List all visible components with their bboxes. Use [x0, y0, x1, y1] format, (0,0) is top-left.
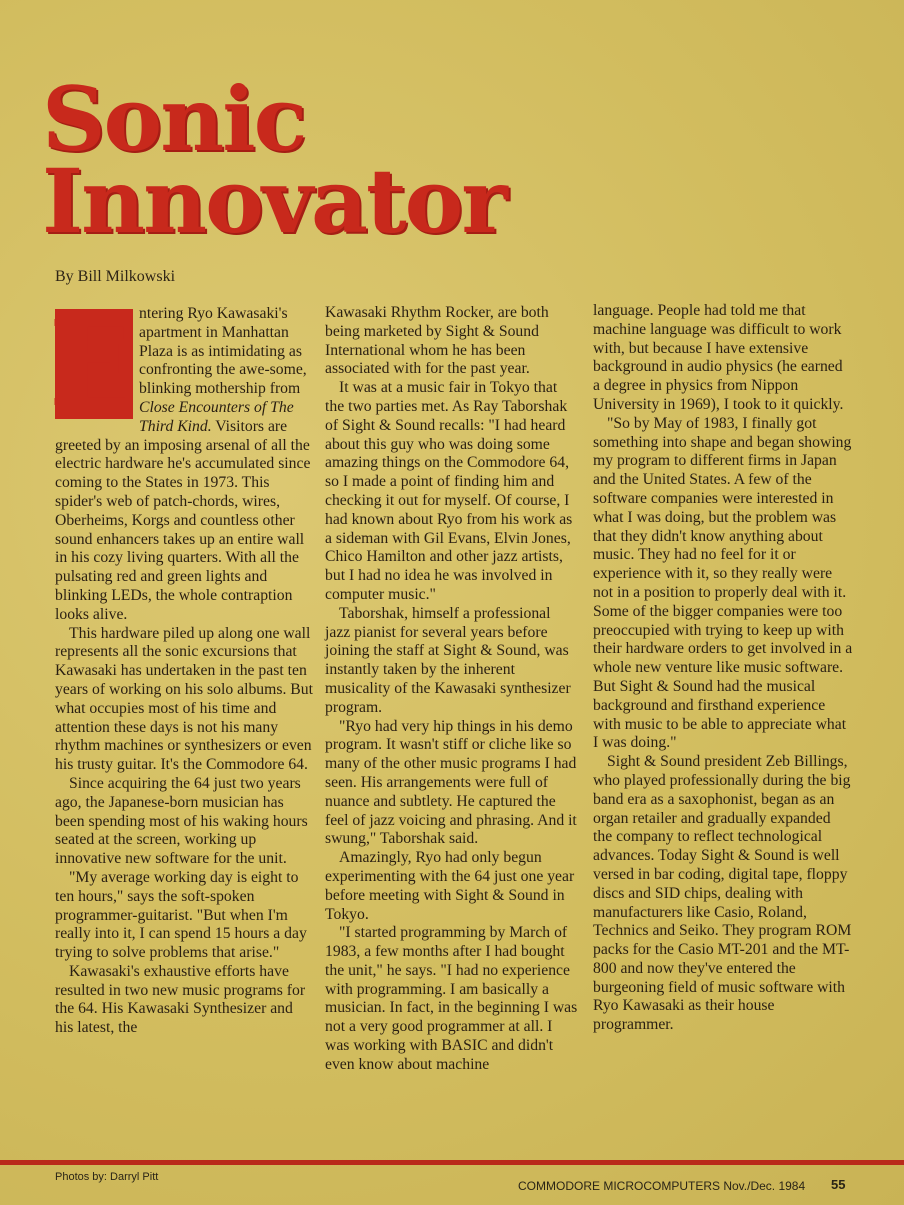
article-title	[42, 67, 506, 253]
photo-credit: Photos by: Darryl Pitt	[55, 1171, 159, 1183]
drop-cap-letter	[49, 294, 139, 433]
paragraph: Kawasaki's exhaustive efforts have resulted in two new music programs for the 64. His Kawasaki Synthesizer and his latest, the	[55, 962, 306, 1037]
page-number: 55	[831, 1177, 846, 1192]
publication-footer: COMMODORE MICROCOMPUTERS Nov./Dec. 1984	[518, 1179, 806, 1193]
column-3	[593, 302, 853, 1035]
drop-cap-glyph: E	[49, 294, 139, 433]
paragraph: Taborshak, himself a professional jazz pianist for several years before joining the staff at Sight & Sound, was instantly taken by the inherent musicality of the Kawasaki synthesizer program.	[325, 604, 571, 716]
footer-rule	[0, 1160, 904, 1165]
paragraph: "Ryo had very hip things in his demo program. It wasn't stiff or cliche like so many of the other music programs I had seen. His arrangements were full of nuance and subtlety. He captured the feel of jazz voicing and phrasing. And it swung," Taborshak said.	[325, 717, 577, 848]
paragraph: "My average working day is eight to ten hours," says the soft-spoken programmer-guitarist. "But when I'm really into it, I can spend 15 hours a day trying to solve problems that arise."	[55, 868, 307, 962]
paragraph: It was at a music fair in Tokyo that the two parties met. As Ray Taborshak of Sight & Sound recalls: "I had heard about this guy who was doing some amazing things on the Commodore 64, so I made a point of finding him and checking it out for myself. Of course, I had known about Ryo from his work as a sideman with Gil Evans, Elvin Jones, Chico Hamilton and other jazz artists, but I had no idea he was involved in computer music."	[325, 379, 573, 603]
film-title: Close Encounters of The Third Kind.	[139, 398, 294, 435]
paragraph: ntering Ryo Kawasaki's apartment in Manhattan Plaza is as intimidating as confronting the awe-some, blinking mothership from Close Encounters of The Third Kind. Visitors are greeted by an imposing arsenal of all the electric hardware he's accumulated since coming to the States in 1973. This spider's web of patch-chords, wires, Oberheims, Korgs and countless other sound enhancers takes up an entire wall in his cozy living quarters. With all the pulsating red and green lights and blinking LEDs, the whole contraption looks alive.	[55, 305, 311, 623]
paragraph: Amazingly, Ryo had only begun experimenting with the 64 just one year before meeting with Sight & Sound in Tokyo.	[325, 849, 575, 923]
column-2	[325, 304, 579, 1075]
paragraph: "I started programming by March of 1983, a few months after I had bought the unit," he says. "I had no experience with programming. I am basically a musician. In fact, in the beginning I was not a very good programmer at all. I was working with BASIC and didn't even know about machine	[325, 924, 578, 1073]
column-1	[49, 294, 313, 1038]
title-line-1: Sonic	[42, 67, 306, 171]
title-line-2: Innovator	[42, 149, 506, 253]
paragraph: Kawasaki Rhythm Rocker, are both being marketed by Sight & Sound International whom he has been associated with for the past year.	[325, 304, 549, 378]
paragraph: language. People had told me that machine language was difficult to work with, but because I have extensive background in audio physics (he earned a degree in physics from Nippon University in 1969), I took to it quickly.	[593, 302, 844, 413]
paragraph: Since acquiring the 64 just two years ago, the Japanese-born musician has been spending most of his waking hours seated at the screen, working up innovative new software for the unit.	[55, 774, 308, 868]
paragraph: This hardware piled up along one wall represents all the sonic excursions that Kawasaki has undertaken in the past ten years of working on his solo albums. But what occupies most of his time and attention these days is not his many rhythm machines or synthesizers or even his trusty guitar. It's the Commodore 64.	[55, 624, 313, 774]
byline: By Bill Milkowski	[55, 268, 176, 285]
paragraph: "So by May of 1983, I finally got something into shape and began showing my program to different firms in Japan and the United States. A few of the software companies were interested in what I was doing, but the problem was that they didn't know anything about music. They had no feel for it or experience with it, so they really were not in a position to properly deal with it. Some of the bigger companies were too preoccupied with trying to keep up with their hardware orders to get involved in a whole new venture like music software. But Sight & Sound had the musical background and firsthand experience with music to be able to appreciate what I was doing."	[593, 414, 853, 752]
paragraph: Sight & Sound president Zeb Billings, who played professionally during the big band era as a saxophonist, began as an organ retailer and gradually expanded the company to reflect technological advances. Today Sight & Sound is well versed in bar coding, digital tape, floppy discs and SID chips, dealing with manufacturers like Casio, Roland, Technics and Seiko. They program ROM packs for the Casio MT-201 and the MT-800 and now they've entered the burgeoning field of music software with Ryo Kawasaki as their house programmer.	[593, 753, 852, 1034]
